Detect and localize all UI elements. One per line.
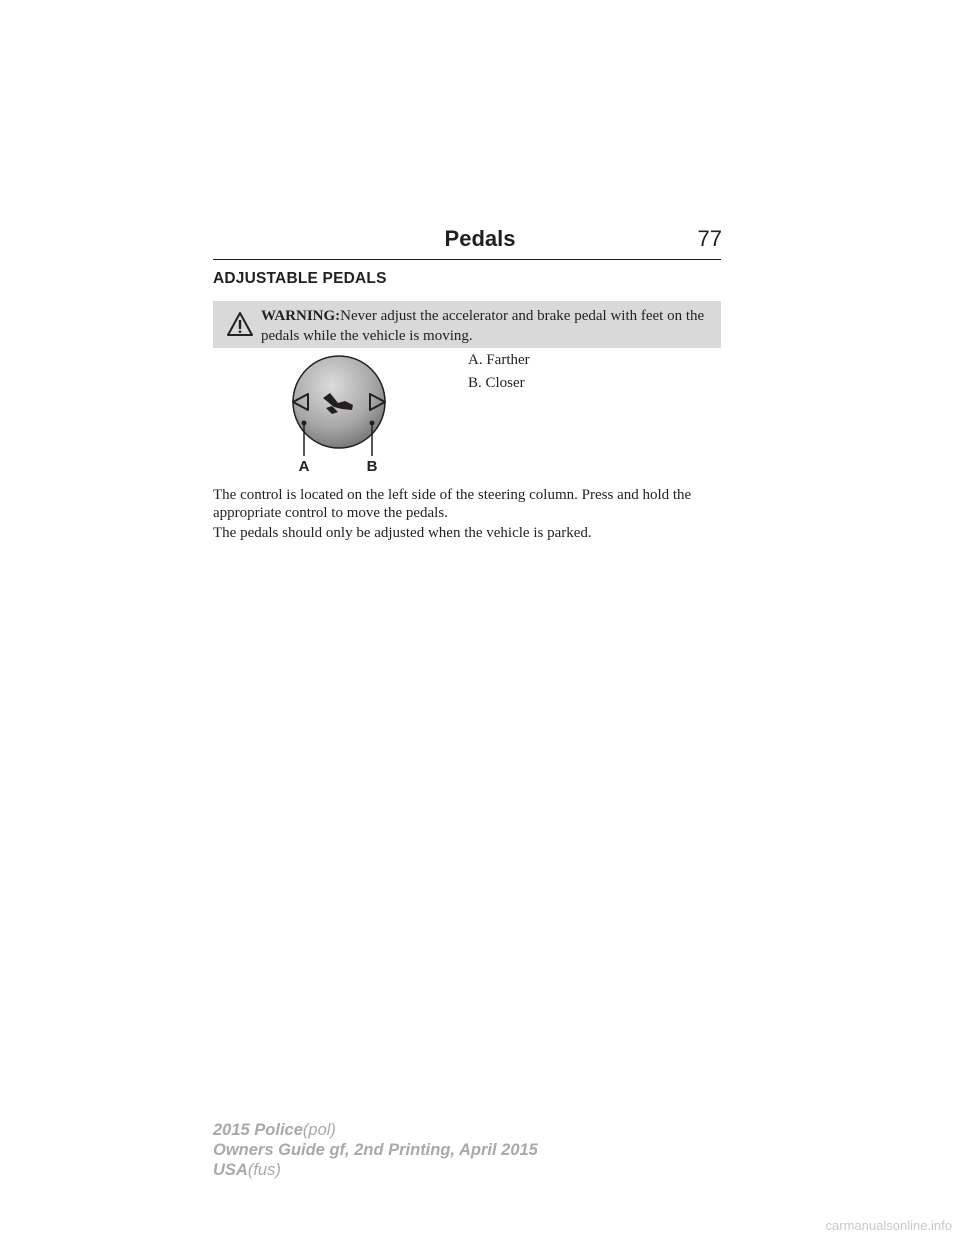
label-b: B: [366, 458, 378, 474]
callout-a-description: A. Farther: [468, 352, 530, 368]
page-number: 77: [697, 226, 722, 251]
footer-line-1: [213, 1120, 538, 1140]
control-knob: [293, 356, 385, 448]
footer-model-code: (pol): [302, 1121, 336, 1139]
warning-label: WARNING:: [261, 308, 341, 324]
footer-market: USA: [213, 1161, 248, 1179]
footer-model: 2015 Police: [213, 1121, 303, 1139]
body-paragraph: The pedals should only be adjusted when the vehicle is parked.: [213, 525, 592, 541]
header-rule: [213, 259, 721, 260]
pedal-adjust-switch-illustration: [286, 352, 392, 474]
warning-body: Never adjust the accelerator and brake pedal with feet on the pedals while the vehicle is moving.: [261, 308, 705, 344]
footer-line-3: [213, 1160, 538, 1180]
warning-text: [261, 306, 711, 346]
warning-triangle-icon: [226, 311, 254, 337]
footer-edition-info: [213, 1120, 538, 1180]
footer-market-code: (fus): [247, 1161, 281, 1179]
section-heading: ADJUSTABLE PEDALS: [213, 270, 387, 287]
page-title: Pedals: [444, 226, 516, 251]
callout-b-description: B. Closer: [468, 375, 525, 391]
watermark: carmanualsonline.info: [825, 1218, 952, 1233]
footer-line-2: Owners Guide gf, 2nd Printing, April 2015: [213, 1141, 538, 1159]
body-paragraph: The control is located on the left side of the steering column. Press and hold the appropriate control to move the pedals.: [213, 487, 692, 521]
label-a: A: [298, 458, 310, 474]
